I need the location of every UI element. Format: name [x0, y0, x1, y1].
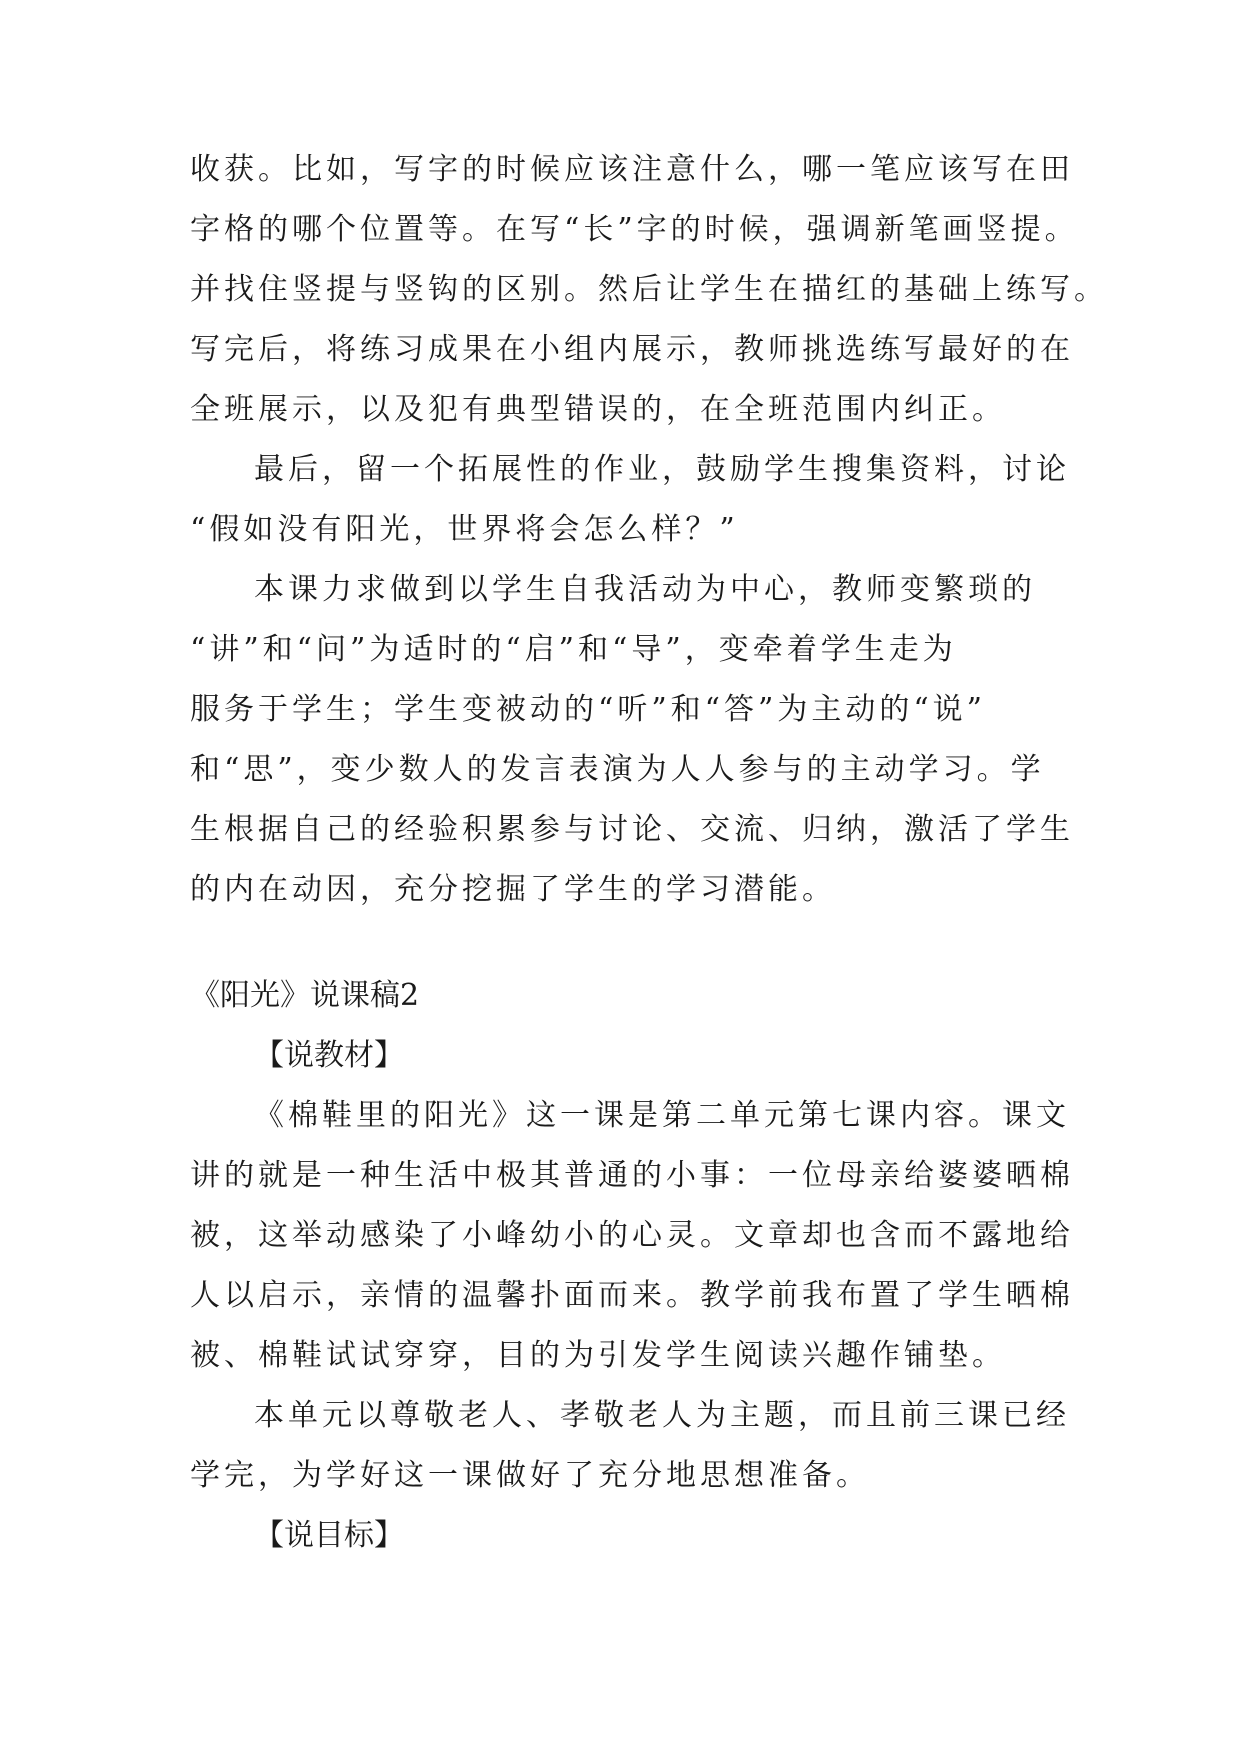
- paragraph-start: 《棉鞋里的阳光》这一课是第二单元第七课内容。课文: [254, 1098, 1070, 1133]
- text-line: 服务于学生；学生变被动的“听”和“答”为主动的“说”: [190, 692, 987, 727]
- text-line: 的内在动因，充分挖掘了学生的学习潜能。: [190, 872, 836, 907]
- subsection-heading-jiaocai: 【说教材】: [254, 1038, 404, 1073]
- section-title: 《阳光》说课稿2: [190, 978, 420, 1013]
- text-line: 被，这举动感染了小峰幼小的心灵。文章却也含而不露地给: [190, 1218, 1074, 1253]
- text-line: 并找住竖提与竖钩的区别。然后让学生在描红的基础上练写。: [190, 272, 1108, 307]
- text-line: 被、棉鞋试试穿穿，目的为引发学生阅读兴趣作铺垫。: [190, 1338, 1006, 1373]
- text-line: 写完后，将练习成果在小组内展示，教师挑选练写最好的在: [190, 332, 1074, 367]
- text-line: 字格的哪个位置等。在写“长”字的时候，强调新笔画竖提。: [190, 212, 1079, 247]
- text-line: 收获。比如，写字的时候应该注意什么，哪一笔应该写在田: [190, 152, 1074, 187]
- subsection-heading-mubiao: 【说目标】: [254, 1518, 404, 1553]
- text-line: 全班展示，以及犯有典型错误的，在全班范围内纠正。: [190, 392, 1006, 427]
- text-line: “讲”和“问”为适时的“启”和“导”，变牵着学生走为: [190, 632, 957, 667]
- paragraph-start: 最后，留一个拓展性的作业，鼓励学生搜集资料，讨论: [254, 452, 1070, 487]
- text-line: 讲的就是一种生活中极其普通的小事：一位母亲给婆婆晒棉: [190, 1158, 1074, 1193]
- text-line: 和“思”，变少数人的发言表演为人人参与的主动学习。学: [190, 752, 1045, 787]
- text-line: 学完，为学好这一课做好了充分地思想准备。: [190, 1458, 870, 1493]
- text-line: 人以启示，亲情的温馨扑面而来。教学前我布置了学生晒棉: [190, 1278, 1074, 1313]
- text-line: “假如没有阳光，世界将会怎么样？”: [190, 512, 739, 547]
- paragraph-start: 本单元以尊敬老人、孝敬老人为主题，而且前三课已经: [254, 1398, 1070, 1433]
- text-line: 生根据自己的经验积累参与讨论、交流、归纳，激活了学生: [190, 812, 1074, 847]
- paragraph-start: 本课力求做到以学生自我活动为中心，教师变繁琐的: [254, 572, 1036, 607]
